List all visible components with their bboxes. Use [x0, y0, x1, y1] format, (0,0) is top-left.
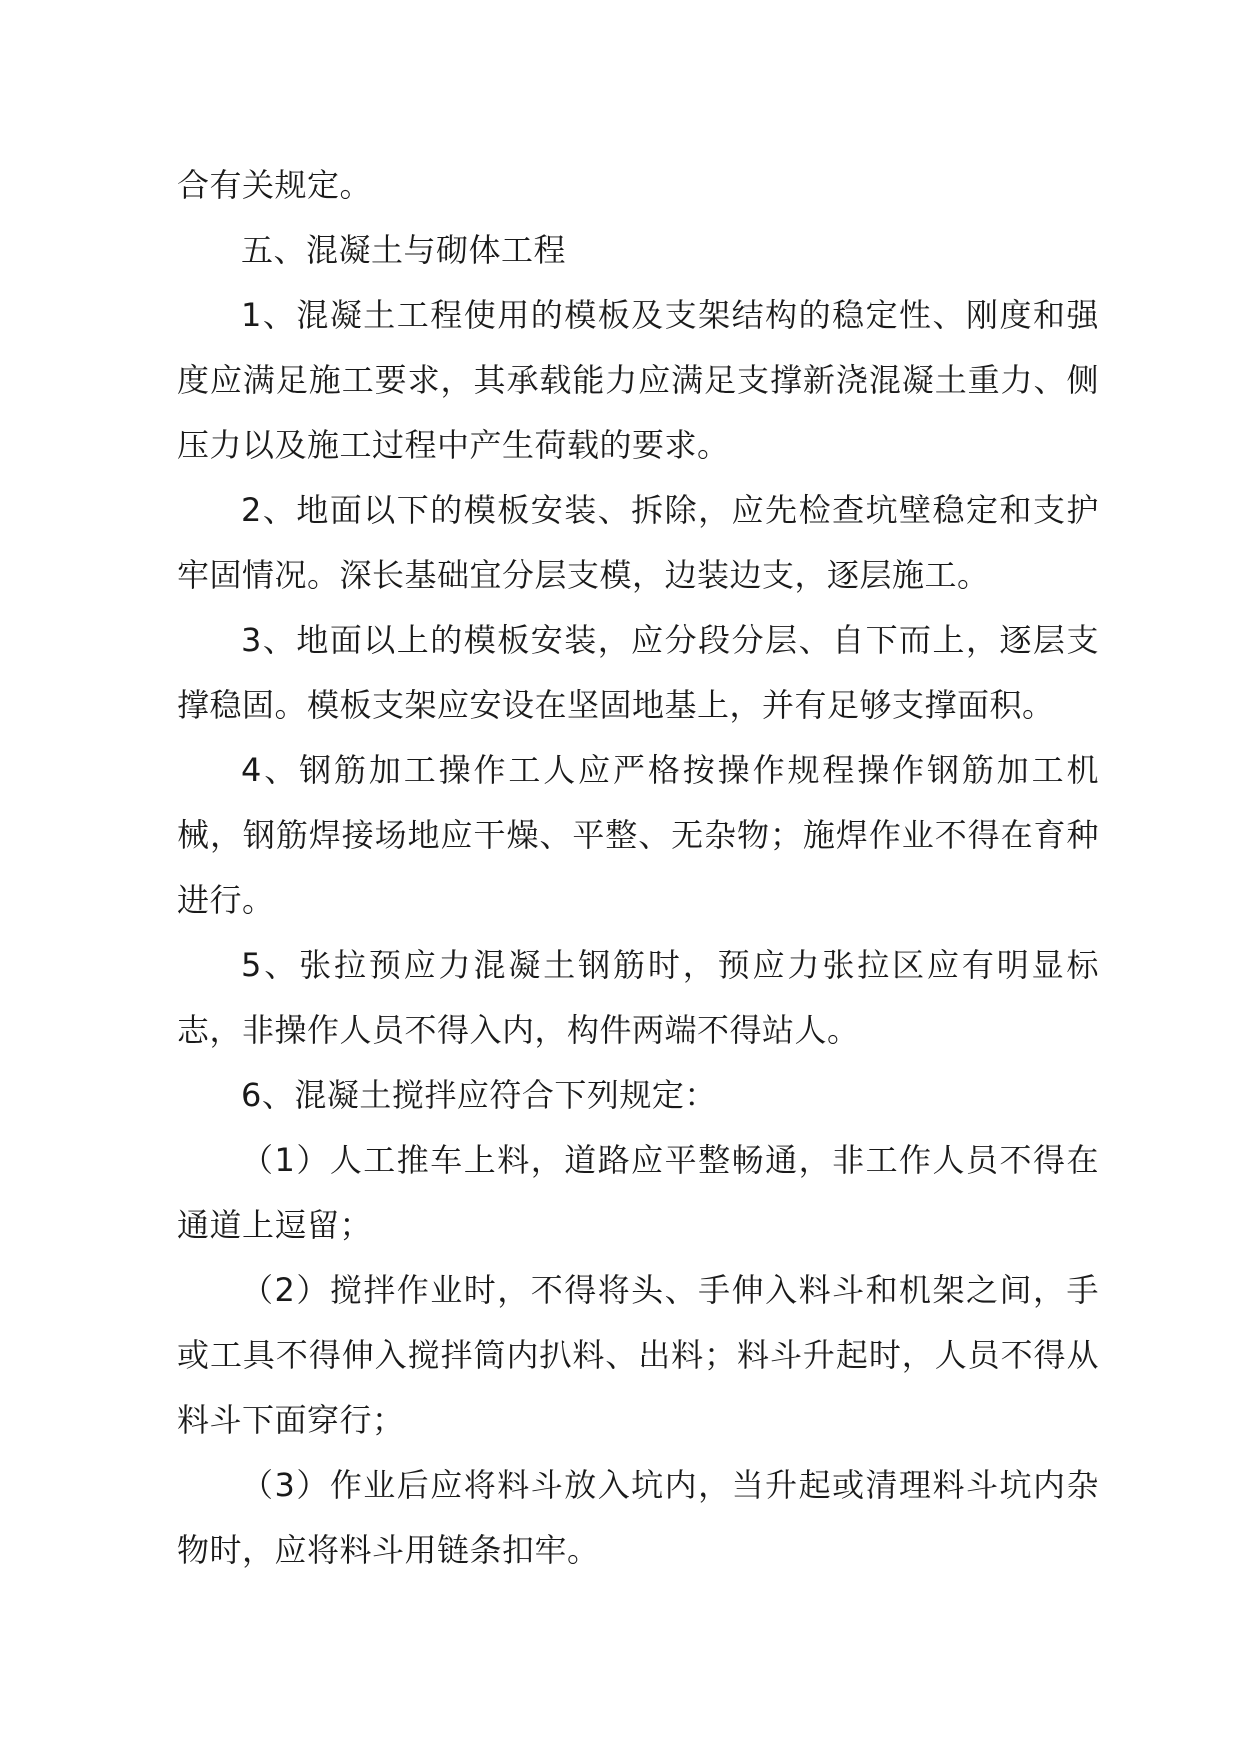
paragraph-continuation: 合有关规定。 [177, 166, 373, 204]
paragraph-item-5: 5、张拉预应力混凝土钢筋时，预应力张拉区应有明显标志，非操作人员不得入内，构件两端不得站人。 [177, 946, 1099, 1049]
paragraph-item-4: 4、钢筋加工操作工人应严格按操作规程操作钢筋加工机械，钢筋焊接场地应干燥、平整、无杂物；施焊作业不得在育种进行。 [177, 751, 1099, 919]
document-body [177, 153, 1099, 1583]
sub-item-3: （3）作业后应将料斗放入坑内，当升起或清理料斗坑内杂物时，应将料斗用链条扣牢。 [177, 1466, 1099, 1569]
paragraph-item-1: 1、混凝土工程使用的模板及支架结构的稳定性、刚度和强度应满足施工要求，其承载能力应满足支撑新浇混凝土重力、侧压力以及施工过程中产生荷载的要求。 [177, 296, 1099, 464]
section-heading: 五、混凝土与砌体工程 [241, 231, 567, 269]
sub-item-2: （2）搅拌作业时，不得将头、手伸入料斗和机架之间，手或工具不得伸入搅拌筒内扒料、出料；料斗升起时，人员不得从料斗下面穿行； [177, 1271, 1099, 1439]
paragraph-item-6: 6、混凝土搅拌应符合下列规定： [241, 1076, 717, 1114]
paragraph-item-2: 2、地面以下的模板安装、拆除，应先检查坑壁稳定和支护牢固情况。深长基础宜分层支模，边装边支，逐层施工。 [177, 491, 1099, 594]
sub-item-1: （1）人工推车上料，道路应平整畅通，非工作人员不得在通道上逗留； [177, 1141, 1099, 1244]
paragraph-item-3: 3、地面以上的模板安装，应分段分层、自下而上，逐层支撑稳固。模板支架应安设在坚固地基上，并有足够支撑面积。 [177, 621, 1099, 724]
